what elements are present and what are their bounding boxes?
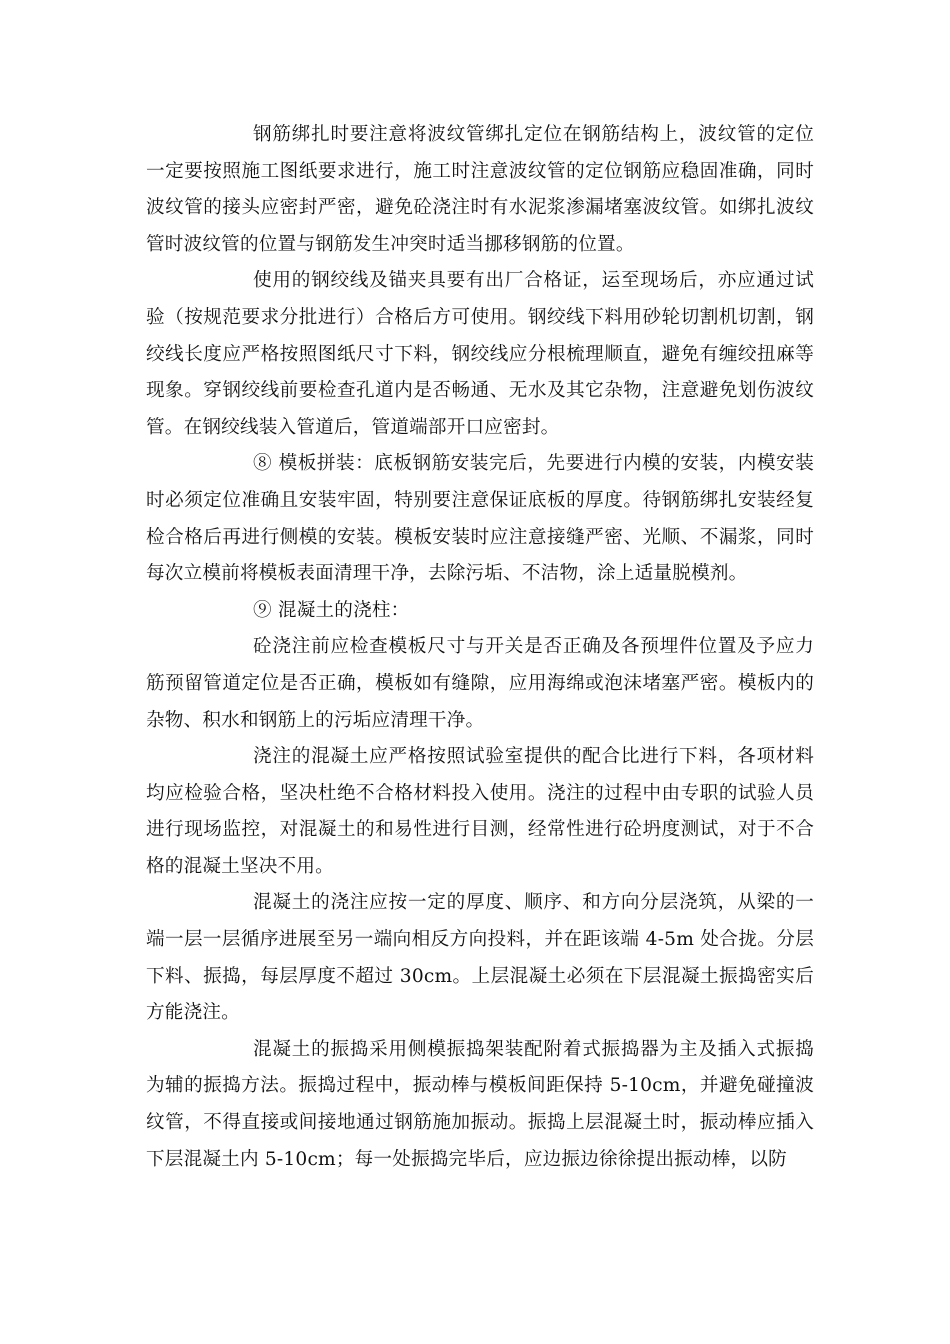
paragraph-vibration: 混凝土的振捣采用侧模振捣架装配附着式振捣器为主及插入式振捣为辅的振捣方法。振捣过程中，振动棒与模板间距保持 5-10cm，并避免碰撞波纹管，不得直接或间接地通过钢筋施加振动。振捣上层混凝土时，振动棒应插入下层混凝土内 5-10cm；每一处振捣完毕后，应边振边徐徐提出振动棒，以防 <box>146 1038 814 1170</box>
document-body <box>146 117 814 1178</box>
paragraph-formwork-assembly: ⑧ 模板拼装：底板钢筋安装完后，先要进行内模的安装，内模安装时必须定位准确且安装牢固，特别要注意保证底板的厚度。待钢筋绑扎安装经复检合格后再进行侧模的安装。模板安装时应注意接缝严密、光顺、不漏浆，同时每次立模前将模板表面清理干净，去除污垢、不洁物，涂上适量脱模剂。 <box>146 453 814 585</box>
paragraph-mix-control: 浇注的混凝土应严格按照试验室提供的配合比进行下料，各项材料均应检验合格，坚决杜绝不合格材料投入使用。浇注的过程中由专职的试验人员进行现场监控，对混凝土的和易性进行目测，经常性进行砼坍度测试，对于不合格的混凝土坚决不用。 <box>146 746 814 877</box>
paragraph-layered-pouring: 混凝土的浇注应按一定的厚度、顺序、和方向分层浇筑，从梁的一端一层一层循序进展至另一端向相反方向投料，并在距该端 4-5m 处合拢。分层下料、振捣，每层厚度不超过 30cm。上层混凝土必须在下层混凝土振捣密实后方能浇注。 <box>146 892 814 1024</box>
heading-concrete-pouring: ⑨ 混凝土的浇柱： <box>253 599 410 621</box>
paragraph-pre-pour-check: 砼浇注前应检查模板尺寸与开关是否正确及各预埋件位置及予应力筋预留管道定位是否正确，模板如有缝隙，应用海绵或泡沫堵塞严密。模板内的杂物、积水和钢筋上的污垢应清理干净。 <box>146 636 814 731</box>
paragraph-strand-anchors: 使用的钢绞线及锚夹具要有出厂合格证，运至现场后，亦应通过试验（按规范要求分批进行）合格后方可使用。钢绞线下料用砂轮切割机切割，钢绞线长度应严格按照图纸尺寸下料，钢绞线应分根梳理顺直，避免有缠绞扭麻等现象。穿钢绞线前要检查孔道内是否畅通、无水及其它杂物，注意避免划伤波纹管。在钢绞线装入管道后，管道端部开口应密封。 <box>146 270 814 438</box>
paragraph-rebar-binding: 钢筋绑扎时要注意将波纹管绑扎定位在钢筋结构上，波纹管的定位一定要按照施工图纸要求进行，施工时注意波纹管的定位钢筋应稳固准确，同时波纹管的接头应密封严密，避免砼浇注时有水泥浆渗漏堵塞波纹管。如绑扎波纹管时波纹管的位置与钢筋发生冲突时适当挪移钢筋的位置。 <box>146 124 814 255</box>
